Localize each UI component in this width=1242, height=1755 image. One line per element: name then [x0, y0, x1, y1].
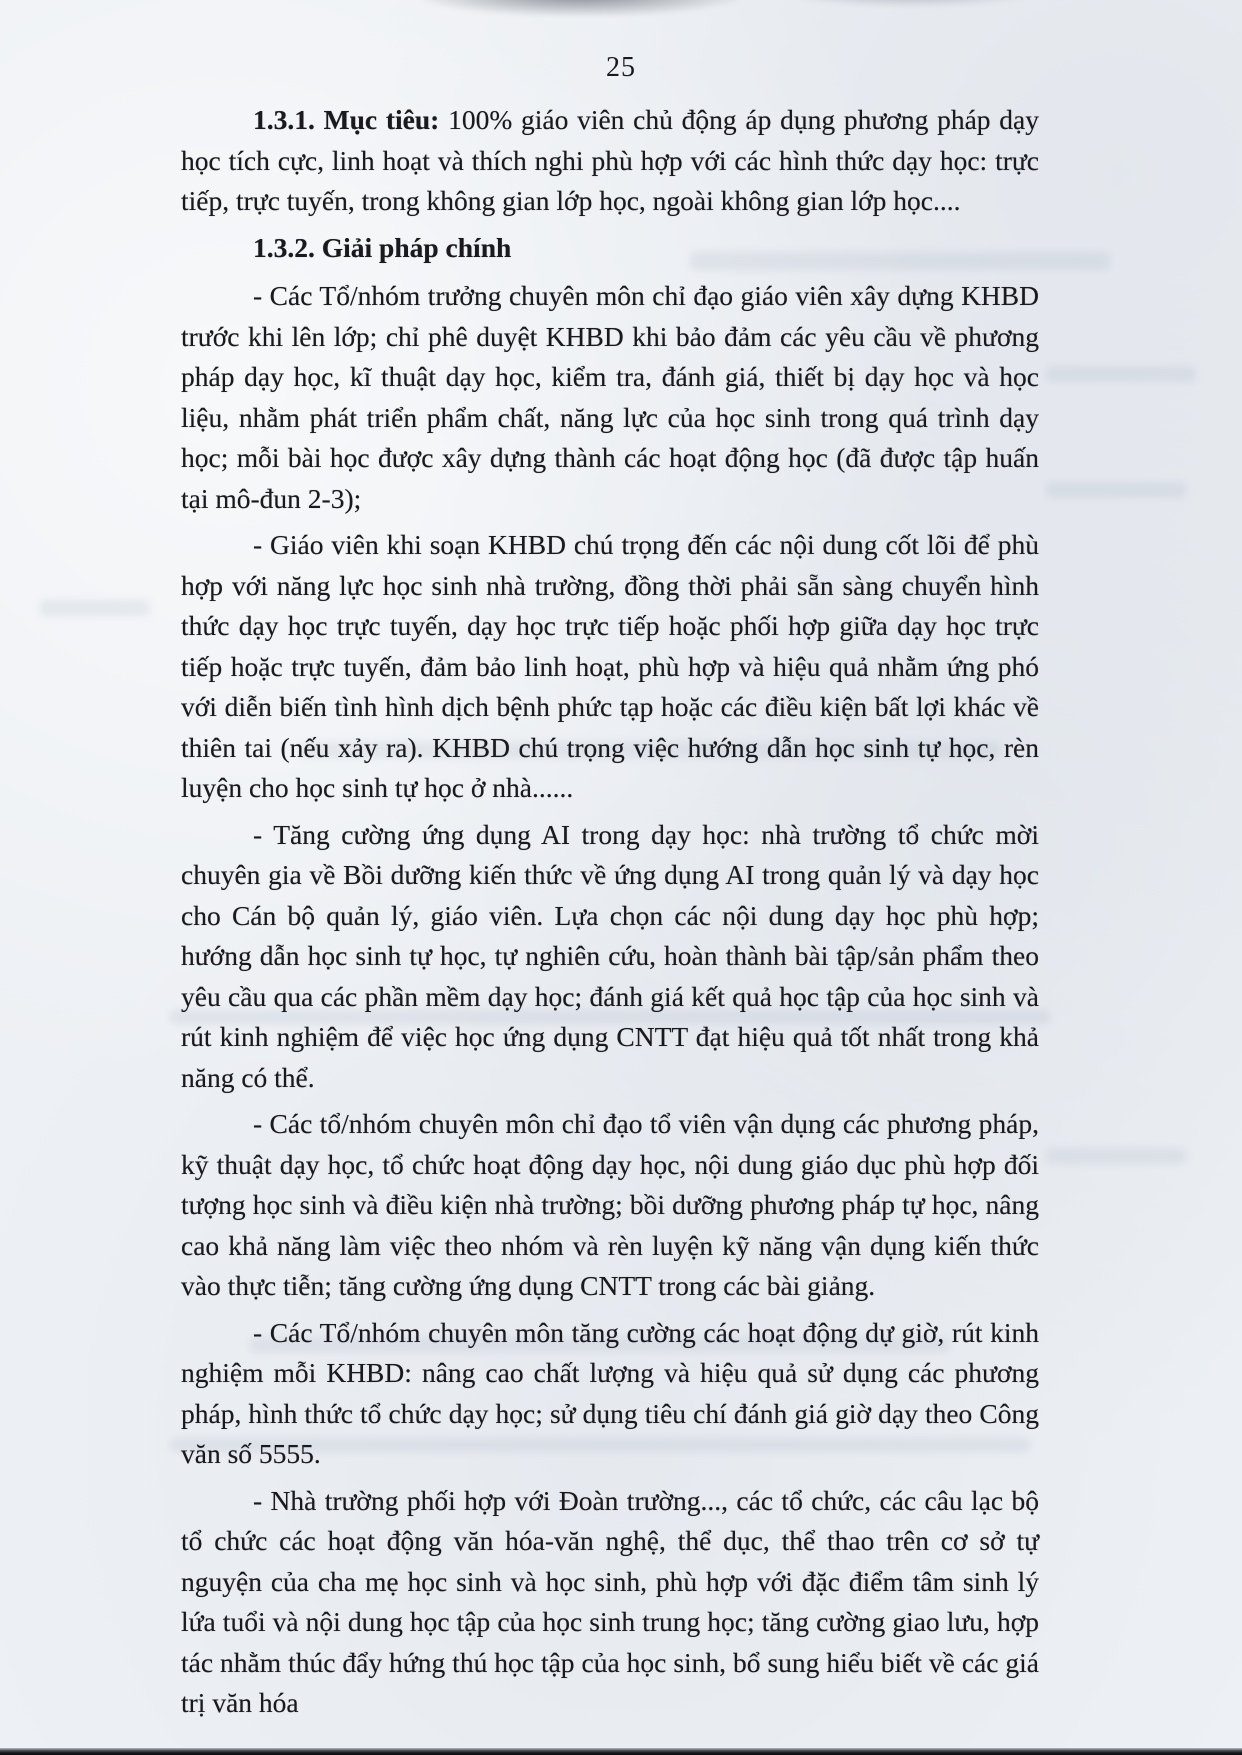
scan-edge-smudge — [420, 0, 740, 16]
bleed-through-artifact — [40, 600, 150, 616]
document-body — [181, 100, 1039, 1730]
heading-giai-phap-chinh: 1.3.2. Giải pháp chính — [253, 231, 512, 263]
paragraph-to-nhom-chuyen-mon-chi-dao: - Các tổ/nhóm chuyên môn chỉ đạo tổ viên vận dụng các phương pháp, kỹ thuật dạy học, tổ chức hoạt động dạy học, nội dung giáo dục phù hợp đối tượng học sinh và điều kiện nhà trường; bồi dưỡng phương pháp tự học, nâng cao khả năng làm việc theo nhóm và rèn luyện kỹ năng vận dụng kiến thức vào thực tiễn; tăng cường ứng dụng CNTT trong các bài giảng. — [181, 1108, 1039, 1301]
paragraph-giao-vien-soan-khbd: - Giáo viên khi soạn KHBD chú trọng đến các nội dung cốt lõi để phù hợp với năng lực học sinh nhà trường, đồng thời phải sẵn sàng chuyển hình thức dạy học trực tuyến, dạy học trực tiếp hoặc phối hợp giữa dạy học trực tiếp hoặc trực tuyến, đảm bảo linh hoạt, phù hợp và hiệu quả nhằm ứng phó với diễn biến tình hình dịch bệnh phức tạp hoặc các điều kiện bất lợi khác về thiên tai (nếu xảy ra). KHBD chú trọng việc hướng dẫn học sinh tự học, rèn luyện cho học sinh tự học ở nhà...... — [181, 529, 1039, 803]
bleed-through-artifact — [1046, 482, 1186, 498]
paragraph-muc-tieu — [181, 100, 1039, 222]
bleed-through-artifact — [1046, 1148, 1186, 1164]
paragraph-text: 100% giáo viên chủ động áp dụng phương pháp dạy học tích cực, linh hoạt và thích nghi phù hợp với các hình thức dạy học: trực tiếp, trực tuyến, trong không gian lớp học, ngoài không gian lớp học.... — [181, 104, 1039, 216]
scan-edge-smudge — [780, 0, 1040, 8]
paragraph-du-gio-rut-kinh-nghiem: - Các Tổ/nhóm chuyên môn tăng cường các hoạt động dự giờ, rút kinh nghiệm mỗi KHBD: nâng cao chất lượng và hiệu quả sử dụng các phương pháp, hình thức tổ chức dạy học; sử dụng tiêu chí đánh giá giờ dạy theo Công văn số 5555. — [181, 1316, 1039, 1469]
bleed-through-artifact — [1046, 366, 1196, 382]
scan-bottom-edge — [0, 1748, 1242, 1755]
page-number: 25 — [606, 52, 636, 83]
paragraph-ung-dung-ai: - Tăng cường ứng dụng AI trong dạy học: nhà trường tổ chức mời chuyên gia về Bồi dưỡng kiến thức về ứng dụng AI trong quản lý và dạy học cho Cán bộ quản lý, giáo viên. Lựa chọn các nội dung dạy học phù hợp; hướng dẫn học sinh tự học, tự nghiên cứu, hoàn thành bài tập/sản phẩm theo yêu cầu qua các phần mềm dạy học; đánh giá kết quả học tập của học sinh và rút kinh nghiệm để việc học ứng dụng CNTT đạt hiệu quả tốt nhất trong khả năng có thể. — [181, 818, 1039, 1093]
paragraph-nha-truong-phoi-hop: - Nhà trường phối hợp với Đoàn trường..., các tổ chức, các câu lạc bộ tổ chức các hoạt động văn hóa-văn nghệ, thể dục, thể thao trên cơ sở tự nguyện của cha mẹ học sinh và học sinh, phù hợp với đặc điểm tâm sinh lý lứa tuổi và nội dung học tập của học sinh trung học; tăng cường giao lưu, hợp tác nhằm thúc đẩy hứng thú học tập của học sinh, bổ sung hiểu biết về các giá trị văn hóa — [181, 1484, 1039, 1718]
paragraph-lead-bold: 1.3.1. Mục tiêu: — [253, 104, 449, 135]
paragraph-to-nhom-truong: - Các Tổ/nhóm trưởng chuyên môn chỉ đạo giáo viên xây dựng KHBD trước khi lên lớp; chỉ phê duyệt KHBD khi bảo đảm các yêu cầu về phương pháp dạy học, kĩ thuật dạy học, kiểm tra, đánh giá, thiết bị dạy học và học liệu, nhằm phát triển phẩm chất, năng lực của học sinh trong quá trình dạy học; mỗi bài học được xây dựng thành các hoạt động học (đã được tập huấn tại mô-đun 2-3); — [181, 280, 1039, 514]
